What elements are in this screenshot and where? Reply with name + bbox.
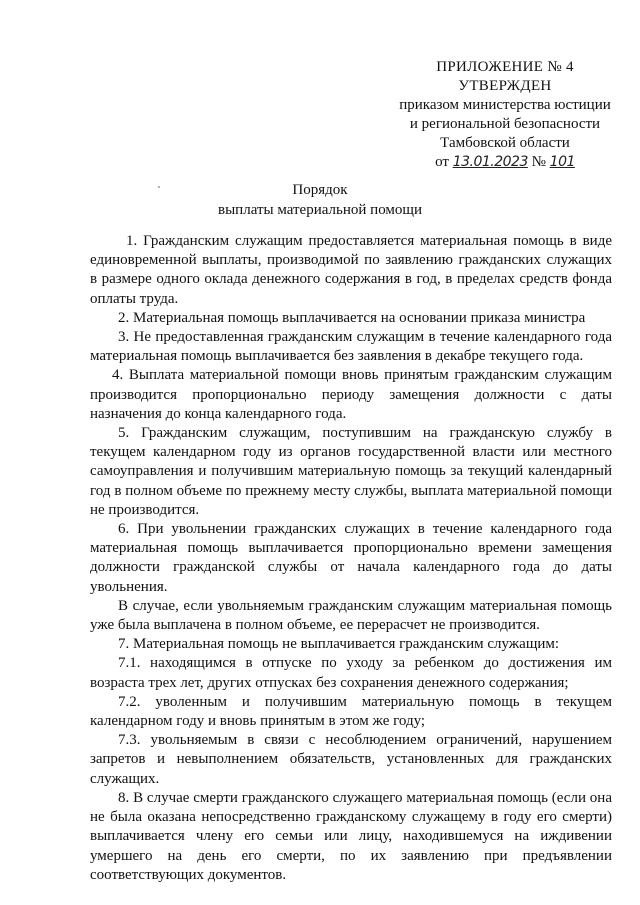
paragraph-5: 5. Гражданским служащим, поступившим на гражданскую службу в текущем календарном году из органов государственной власти или местного самоуправления и получившим материальную помощь за текущий календарный год в полном объеме по прежнему месту службы, выплата материальной помощи не производится. bbox=[90, 425, 612, 518]
number-prefix: № bbox=[531, 154, 546, 170]
handwritten-date: 13.01.2023 bbox=[452, 154, 528, 170]
paragraph-7-1: 7.1. находящимся в отпуске по уходу за ребенком до достижения им возраста трех лет, других отпусках без сохранения денежного содержания; bbox=[90, 655, 612, 691]
document-body bbox=[90, 232, 612, 885]
paragraph-7: 7. Материальная помощь не выплачивается гражданским служащим: bbox=[118, 636, 560, 653]
order-issuer-line1: приказом министерства юстиции bbox=[399, 97, 611, 113]
paragraph-4: 4. Выплата материальной помощи вновь принятым гражданским служащим производится пропорционально периоду замещения должности с даты назначения до конца календарного года. bbox=[90, 367, 612, 422]
handwritten-number: 101 bbox=[549, 154, 575, 170]
title-line-1: Порядок bbox=[292, 182, 348, 198]
paragraph-1: 1. Гражданским служащим предоставляется материальная помощь в виде единовременной выплаты, производимой по заявлению гражданских служащих в размере одного оклада денежного содержания в год, в пределах средств фонда оплаты труда. bbox=[90, 233, 612, 307]
paragraph-8: 8. В случае смерти гражданского служащего материальная помощь (если она не была оказана непосредственно гражданскому служащему в году его смерти) выплачивается члену его семьи или лицу, находившемуся на иждивении умершего на день его смерти, по их заявлению при предъявлении соответствующих документов. bbox=[90, 789, 612, 883]
order-date-number bbox=[380, 153, 630, 172]
paragraph-7-3: 7.3. увольняемым в связи с несоблюдением ограничений, нарушением запретов и невыполнением обязательств, установленных для гражданских служащих. bbox=[90, 732, 612, 787]
title-line-2: выплаты материальной помощи bbox=[218, 202, 422, 218]
approval-header bbox=[380, 58, 630, 172]
paragraph-2: 2. Материальная помощь выплачивается на основании приказа министра bbox=[118, 309, 586, 326]
paragraph-6-note: В случае, если увольняемым гражданским служащим материальная помощь уже была выплачена в полном объеме, ее перерасчет не производится. bbox=[90, 597, 612, 634]
appendix-label: ПРИЛОЖЕНИЕ № 4 bbox=[436, 59, 574, 75]
paragraph-3: 3. Не предоставленная гражданским служащим в течение календарного года материальная помощь выплачивается без заявления в декабре текущего года. bbox=[90, 329, 612, 365]
date-prefix: от bbox=[435, 154, 449, 170]
paragraph-7-2: 7.2. уволенным и получившим материальную помощь в текущем календарном году и вновь принятым в этом же году; bbox=[90, 693, 612, 730]
document-title bbox=[0, 180, 640, 220]
approved-label: УТВЕРЖДЕН bbox=[458, 78, 552, 94]
order-issuer-line3: Тамбовской области bbox=[440, 135, 570, 151]
order-issuer-line2: и региональной безопасности bbox=[409, 116, 601, 132]
paragraph-6: 6. При увольнении гражданских служащих в течение календарного года материальная помощь выплачивается пропорционально времени замещения должности гражданской службы от начала календарного года до даты увольнения. bbox=[90, 521, 612, 595]
